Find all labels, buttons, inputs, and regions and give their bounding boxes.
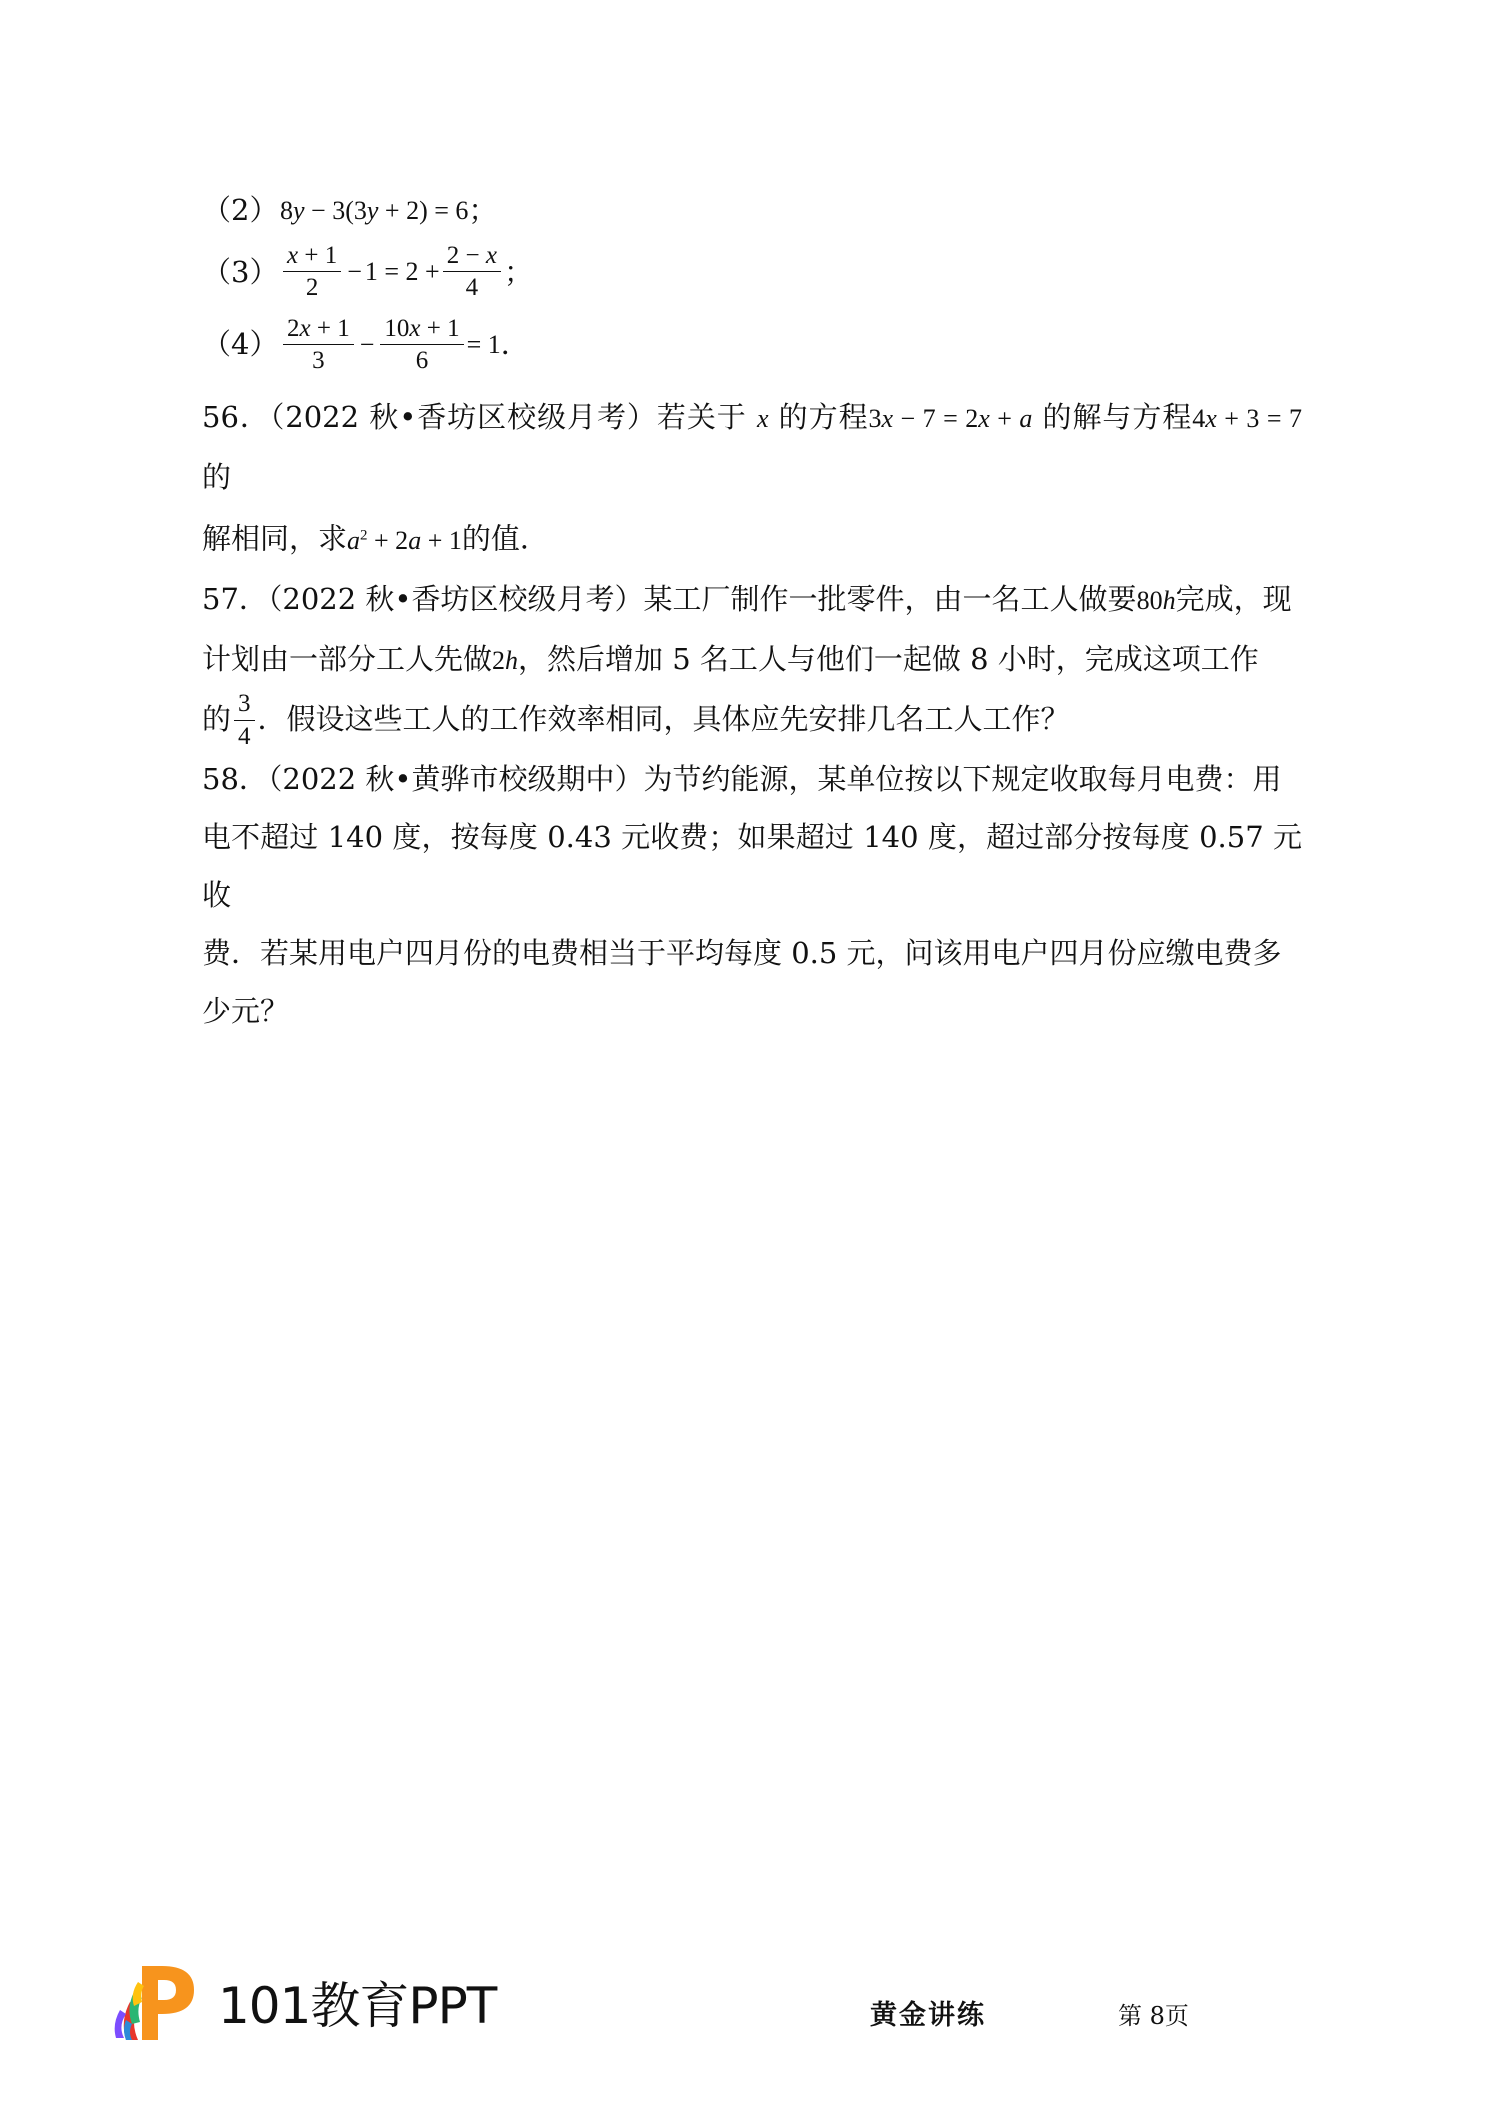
question-text: ．假设这些工人的工作效率相同，具体应先安排几名工人工作？ xyxy=(257,701,1070,736)
part-tail: ； xyxy=(503,254,533,289)
part-number: （2） xyxy=(202,193,279,227)
part-tail: ． xyxy=(500,327,530,362)
fraction: $\frac{x + 1}{2}$ xyxy=(283,243,341,302)
question-text: 少元？ xyxy=(202,993,290,1028)
question-text: 的 xyxy=(202,701,232,736)
page-number: 第 8页 xyxy=(1118,2002,1189,2030)
question-text: 某工厂制作一批零件，由一名工人做要 xyxy=(643,581,1137,616)
question-text: 费．若某用电户四月份的电费相当于平均每度 0.5 元，问该用电户四月份应缴电费多 xyxy=(202,935,1282,970)
fraction: $\frac{2 - x}{4}$ xyxy=(443,243,501,302)
equation-part-2 xyxy=(202,193,1302,227)
footer-title: 黄金讲练 xyxy=(870,2000,986,2031)
question-number: 57． xyxy=(202,581,268,616)
question-text: 的 xyxy=(202,460,232,494)
expression: 80h xyxy=(1136,585,1176,615)
equation: 4x + 3 = 7 xyxy=(1192,404,1302,433)
minus-sign: − xyxy=(359,329,375,359)
question-text: 为节约能源，某单位按以下规定收取每月电费：用 xyxy=(643,761,1282,796)
question-text: 解相同，求 xyxy=(202,521,348,556)
question-57 xyxy=(202,570,1302,750)
question-number: 58． xyxy=(202,761,268,796)
page-content xyxy=(202,193,1302,1040)
fraction: $\frac{3}{4}$ xyxy=(234,691,255,750)
question-58 xyxy=(202,750,1302,1040)
logo-icon xyxy=(112,1962,208,2044)
variable: x xyxy=(756,404,769,433)
part-number: （4） xyxy=(202,327,279,362)
question-56 xyxy=(202,388,1302,570)
fraction: $\frac{10x + 1}{6}$ xyxy=(380,316,463,375)
question-source: （2022 秋•香坊区校级月考） xyxy=(267,581,644,616)
question-text: 的方程 xyxy=(778,400,869,434)
fraction: $\frac{2x + 1}{3}$ xyxy=(283,316,354,375)
question-source: （2022 秋•黄骅市校级期中） xyxy=(267,761,644,796)
equation: − 1 = 2 + xyxy=(347,257,440,287)
question-source: （2022 秋•香坊区校级月考） xyxy=(269,400,657,434)
part-tail: ； xyxy=(468,193,498,227)
question-text: 的解与方程 xyxy=(1042,400,1193,434)
question-text: 若关于 xyxy=(656,400,747,434)
equation: 8y − 3(3y + 2) = 6 xyxy=(280,195,469,225)
expression: $a^2 + 2a + 1$ xyxy=(347,525,462,555)
question-text: 电不超过 140 度，按每度 0.43 元收费；如果超过 140 度，超过部分按每度 0.57 元收 xyxy=(202,819,1302,912)
equation-part-4 xyxy=(202,316,1302,375)
part-number: （3） xyxy=(202,254,279,289)
equation: 3x − 7 = 2x + a xyxy=(868,404,1033,433)
question-text: ，然后增加 5 名工人与他们一起做 8 小时，完成这项工作 xyxy=(518,641,1259,676)
question-text: 计划由一部分工人先做 xyxy=(202,641,493,676)
expression: 2h xyxy=(492,645,519,675)
equation: = 1 xyxy=(466,329,501,359)
question-text: 的值． xyxy=(461,521,549,556)
equation-part-3 xyxy=(202,243,1302,302)
question-text: 完成，现 xyxy=(1175,581,1292,616)
question-number: 56． xyxy=(202,400,270,434)
logo-text: 101教育PPT xyxy=(218,1977,497,2035)
